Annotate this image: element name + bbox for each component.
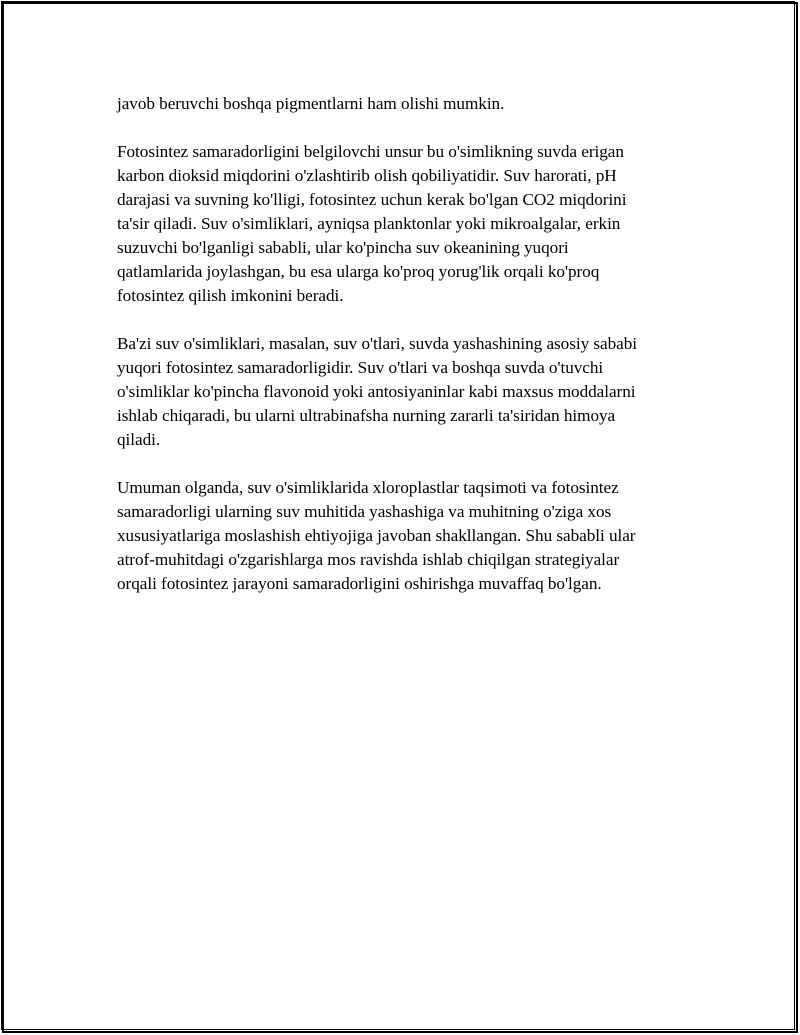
text-line: Ba'zi suv o'simliklari, masalan, suv o'tlari, suvda yashashining asosiy sababi: [117, 334, 637, 353]
text-line: qiladi.: [117, 430, 161, 449]
text-line: darajasi va suvning ko'lligi, fotosintez uchun kerak bo'lgan CO2 miqdorini: [117, 190, 627, 209]
text-line: karbon dioksid miqdorini o'zlashtirib olish qobiliyatidir. Suv harorati, pH: [117, 166, 617, 185]
text-line: qatlamlarida joylashgan, bu esa ularga ko'proq yorug'lik orqali ko'proq: [117, 262, 600, 281]
text-line: atrof-muhitdagi o'zgarishlarga mos ravishda ishlab chiqilgan strategiyalar: [117, 550, 620, 569]
text-line: orqali fotosintez jarayoni samaradorligini oshirishga muvaffaq bo'lgan.: [117, 574, 602, 593]
paragraph-4: [117, 476, 687, 596]
paragraph-2: [117, 140, 687, 308]
paragraph-1: [117, 92, 687, 116]
text-line: Umuman olganda, suv o'simliklarida xloroplastlar taqsimoti va fotosintez: [117, 478, 619, 497]
text-line: javob beruvchi boshqa pigmentlarni ham olishi mumkin.: [117, 94, 505, 113]
document-body: [117, 92, 687, 620]
text-line: o'simliklar ko'pincha flavonoid yoki antosiyaninlar kabi maxsus moddalarni: [117, 382, 636, 401]
text-line: xususiyatlariga moslashish ehtiyojiga javoban shakllangan. Shu sababli ular: [117, 526, 636, 545]
text-line: Fotosintez samaradorligini belgilovchi unsur bu o'simlikning suvda erigan: [117, 142, 624, 161]
text-line: ishlab chiqaradi, bu ularni ultrabinafsha nurning zararli ta'siridan himoya: [117, 406, 616, 425]
text-line: samaradorligi ularning suv muhitida yashashiga va muhitning o'ziga xos: [117, 502, 612, 521]
text-line: fotosintez qilish imkonini beradi.: [117, 286, 344, 305]
text-line: ta'sir qiladi. Suv o'simliklari, ayniqsa planktonlar yoki mikroalgalar, erkin: [117, 214, 621, 233]
text-line: suzuvchi bo'lganligi sababli, ular ko'pincha suv okeanining yuqori: [117, 238, 569, 257]
text-line: yuqori fotosintez samaradorligidir. Suv o'tlari va boshqa suvda o'tuvchi: [117, 358, 604, 377]
paragraph-3: [117, 332, 687, 452]
